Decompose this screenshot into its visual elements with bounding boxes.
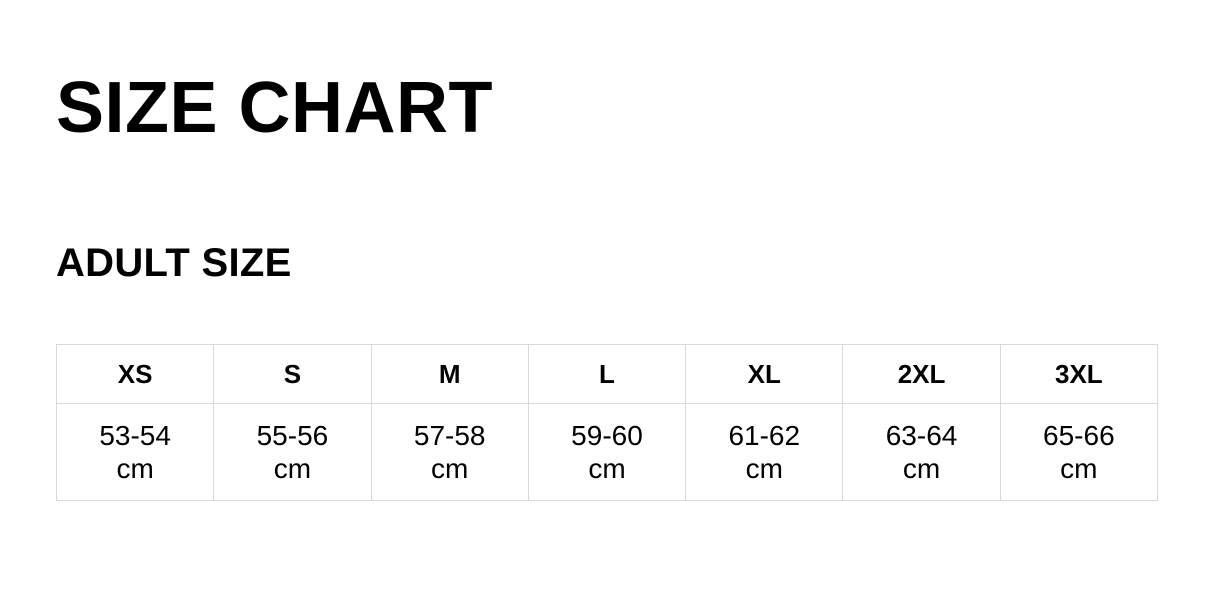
cell-measurement-2xl — [843, 404, 1000, 501]
page-title: SIZE CHART — [56, 68, 493, 148]
cell-value: 53-54 — [99, 419, 171, 451]
cell-measurement-s — [214, 404, 371, 501]
cell-measurement-xl — [686, 404, 843, 501]
cell-measurement-l — [528, 404, 685, 501]
cell-unit: cm — [588, 453, 626, 484]
cell-value: 57-58 — [413, 419, 486, 451]
cell-unit: cm — [1060, 453, 1098, 484]
column-header-2xl: 2XL — [843, 345, 1000, 404]
table-header-row — [57, 345, 1158, 404]
cell-value: 61-62 — [728, 419, 801, 451]
column-header-l: L — [528, 345, 685, 404]
column-header-3xl: 3XL — [1000, 345, 1157, 404]
table-header-row-group — [57, 345, 1158, 404]
cell-value: 65-66 — [1043, 419, 1115, 451]
cell-unit: cm — [902, 453, 941, 484]
cell-value: 63-64 — [885, 419, 958, 451]
adult-size-table — [56, 344, 1158, 501]
cell-value: 59-60 — [571, 419, 643, 451]
cell-measurement-3xl — [1000, 404, 1157, 501]
cell-measurement-m — [371, 404, 528, 501]
cell-measurement-xs — [57, 404, 214, 501]
size-table-container — [56, 344, 1158, 501]
column-header-s: S — [214, 345, 371, 404]
column-header-m: M — [371, 345, 528, 404]
column-header-xs: XS — [57, 345, 214, 404]
cell-unit: cm — [431, 453, 469, 484]
column-header-xl: XL — [686, 345, 843, 404]
cell-unit: cm — [273, 453, 312, 484]
table-row — [57, 404, 1158, 501]
cell-unit: cm — [116, 453, 154, 484]
table-body — [57, 404, 1158, 501]
cell-unit: cm — [745, 453, 783, 484]
cell-value: 55-56 — [256, 419, 329, 451]
section-heading-adult-size: ADULT SIZE — [56, 241, 292, 285]
